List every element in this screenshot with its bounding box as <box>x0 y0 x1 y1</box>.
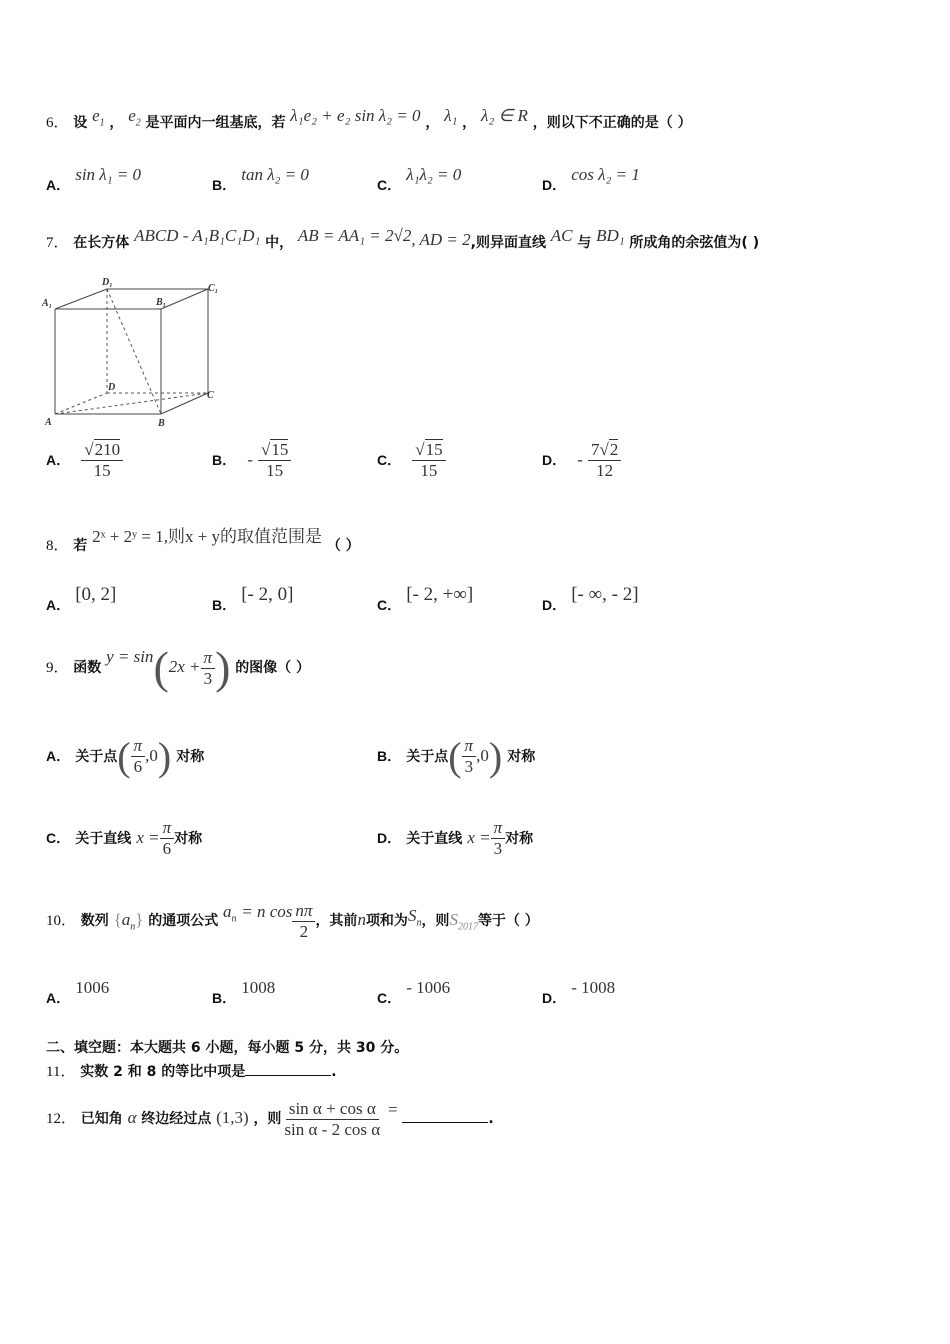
q7-number: 7． <box>46 235 69 251</box>
q8-option-d[interactable] <box>542 584 639 613</box>
question-7 <box>46 226 760 253</box>
edge-a1d1 <box>55 289 107 309</box>
q9-text-1: 函数 <box>73 660 102 676</box>
q7-option-c[interactable] <box>377 440 446 481</box>
question-10: 10． 数列 $\{a_n\}$ 的通项公式 $a_n = n$ cos $\frac{n\pi}{2}$ ，其前n项和为$S_n$，则$S_{2017}$等于（ ） <box>46 900 539 941</box>
q10-option-d[interactable] <box>542 978 616 1006</box>
q10-option-a[interactable] <box>46 978 110 1006</box>
q8-option-a[interactable] <box>46 584 117 613</box>
q9-fraction: $\frac{\pi}{3}$ <box>201 648 216 689</box>
label-c1: C₁ <box>208 283 219 294</box>
option-label: A． <box>46 452 71 468</box>
option-label: B． <box>212 177 237 193</box>
option-label: B． <box>212 990 237 1006</box>
option-label: A． <box>46 748 71 764</box>
option-lhs: x = <box>136 828 160 847</box>
label-a1: A₁ <box>42 298 53 309</box>
option-after: 对称 <box>174 831 203 847</box>
label-a: A <box>45 417 52 428</box>
option-fraction: $\frac{7√2}{12}$ <box>588 440 621 481</box>
q10-fraction: $\frac{n\pi}{2}$ <box>292 901 315 942</box>
label-b: B <box>158 418 165 429</box>
q7-line-bd1: BD₁ <box>596 226 625 245</box>
option-label: D． <box>542 452 567 468</box>
option-label: D． <box>542 177 567 193</box>
q12-fraction: $\frac{\text{sin α + cos α}}{\text{sin α - 2 cos α}}$ <box>284 1098 381 1139</box>
option-fraction: $\frac{√15}{15}$ <box>258 440 291 481</box>
q6-lambda2: λ₂ ∈ R <box>480 106 528 125</box>
section-heading: 二、填空题：本大题共 6 小题，每小题 5 分，共 30 分。 <box>46 1040 409 1056</box>
q9-option-c[interactable] <box>46 818 202 859</box>
option-label: B． <box>212 597 237 613</box>
q9-option-a[interactable]: A． 关于点( $\frac{\pi}{6}$ ,0) 对称 <box>46 734 205 779</box>
q7-condition-2: , AD = 2 <box>411 230 471 249</box>
q8-option-c[interactable] <box>377 584 474 613</box>
option-expr: [- 2, 0] <box>241 584 294 605</box>
option-expr: 1006 <box>75 978 110 997</box>
option-after: 对称 <box>505 831 534 847</box>
q10-option-c[interactable] <box>377 978 451 1006</box>
q12-number: 12． <box>46 1111 77 1127</box>
option-expr: 1008 <box>241 978 276 997</box>
option-fraction: $\frac{√15}{15}$ <box>412 440 445 481</box>
q10-sn: $S_n$ <box>407 906 422 929</box>
question-8 <box>46 527 360 556</box>
q6-text-3: 是平面内一组基底，若 <box>145 115 286 131</box>
option-expr: cos λ₂ = 1 <box>571 165 640 184</box>
q6-text-5: ， <box>462 115 477 131</box>
q6-lambda1: λ₁ <box>444 106 458 125</box>
option-expr: [- ∞, - 2] <box>571 584 639 605</box>
q6-e1: $e_1$ <box>92 106 105 129</box>
option-label: A． <box>46 177 71 193</box>
option-after: 对称 <box>176 749 205 765</box>
q10-eq: = n cos <box>241 902 293 921</box>
q10-text-5: ，则 <box>421 913 450 929</box>
q6-e2: $e_2$ <box>128 106 141 129</box>
q10-text-1: 数列 <box>80 913 109 929</box>
q7-text-5: 所成角的余弦值为( ) <box>629 235 760 251</box>
option-expr: [0, 2] <box>75 584 117 605</box>
q11-text-1: 实数 2 和 8 的等比中项是 <box>80 1064 246 1080</box>
q12-text-2: 终边经过点 <box>141 1111 212 1127</box>
option-label: A． <box>46 597 71 613</box>
option-expr: tan λ₂ = 0 <box>241 165 309 184</box>
q9-lhs: y = sin <box>106 647 154 666</box>
option-text: 关于点 <box>75 749 118 765</box>
q9-arg: 2x + <box>168 657 201 676</box>
option-text: 关于直线 <box>406 831 463 847</box>
option-expr: λ₁λ₂ = 0 <box>406 165 462 184</box>
option-label: C． <box>46 830 71 846</box>
q9-option-d[interactable] <box>377 818 533 859</box>
q8-condition: 2ˣ + 2ʸ = 1,则x + y的取值范围是 <box>92 527 323 546</box>
option-expr: sin λ₁ = 0 <box>75 165 142 184</box>
option-sign: - <box>247 450 253 469</box>
option-fraction: $\frac{\pi}{6}$ <box>131 736 146 777</box>
label-c: C <box>207 390 214 401</box>
option-fraction: $\frac{√210}{15}$ <box>81 440 123 481</box>
option-lhs: x = <box>467 828 491 847</box>
q8-number: 8． <box>46 538 69 554</box>
q7-text-4: 与 <box>577 235 592 251</box>
q9-option-b[interactable]: B． 关于点( $\frac{\pi}{3}$ ,0) 对称 <box>377 734 536 779</box>
q10-option-b[interactable] <box>212 978 276 1006</box>
q9-text-2: 的图像（ ） <box>235 660 311 676</box>
q10-text-2: 的通项公式 <box>148 913 219 929</box>
q10-text-3: ，其前 <box>315 913 358 929</box>
q12-alpha: α <box>127 1108 137 1127</box>
option-label: C． <box>377 452 402 468</box>
label-d: D <box>108 382 116 393</box>
option-label: B． <box>377 748 402 764</box>
option-text: 关于直线 <box>75 831 132 847</box>
option-text: 关于点 <box>406 749 449 765</box>
q10-s2017: $S_{2017}$ <box>449 910 478 933</box>
answer-blank[interactable] <box>245 1061 331 1076</box>
edge-bc <box>161 393 208 414</box>
q9-number: 9． <box>46 660 69 676</box>
q6-option-d[interactable] <box>542 165 640 193</box>
option-expr: [- 2, +∞] <box>406 584 474 605</box>
option-expr: - 1008 <box>571 978 616 997</box>
option-label: D． <box>542 990 567 1006</box>
option-expr: - 1006 <box>406 978 451 997</box>
q12-text-1: 已知角 <box>80 1111 123 1127</box>
option-label: D． <box>377 830 402 846</box>
cuboid-figure <box>40 272 230 432</box>
q10-number: 10． <box>46 913 77 929</box>
question-9: 9． 函数 y = sin(2x + $\frac{\pi}{3}$ ) 的图像（ ） <box>46 642 311 693</box>
q7-cuboid: ABCD - A₁B₁C₁D₁ <box>134 226 261 245</box>
q7-line-ac: AC <box>550 226 573 245</box>
q11-number: 11． <box>46 1064 76 1080</box>
q6-text-1: 设 <box>73 115 88 131</box>
option-sign: - <box>577 450 583 469</box>
q6-text-6: ，则以下不正确的是（ ） <box>532 115 692 131</box>
answer-blank[interactable] <box>402 1108 488 1123</box>
q12-text-3: ，则 <box>253 1111 282 1127</box>
label-b1: B₁ <box>156 297 167 308</box>
q10-n: n <box>357 910 366 929</box>
q12-text-4: . <box>488 1111 494 1127</box>
q6-text-4: ， <box>425 115 440 131</box>
edge-b1c1 <box>161 289 208 309</box>
q7-text-1: 在长方体 <box>73 235 130 251</box>
q6-option-a[interactable] <box>46 165 142 193</box>
label-d1: D₁ <box>102 277 113 288</box>
q7-option-a[interactable] <box>46 440 123 481</box>
q7-option-d[interactable] <box>542 440 621 481</box>
q6-option-c[interactable] <box>377 165 462 193</box>
option-fraction: $\frac{\pi}{6}$ <box>160 818 175 859</box>
q8-text-2: （ ） <box>326 538 360 554</box>
option-label: C． <box>377 597 402 613</box>
q11-text-2: . <box>331 1064 337 1080</box>
option-label: C． <box>377 990 402 1006</box>
q7-text-2: 中， <box>265 235 294 251</box>
option-label: B． <box>212 452 237 468</box>
q12-point: (1,3) <box>216 1108 249 1127</box>
question-6 <box>46 106 692 139</box>
question-12 <box>46 1094 494 1143</box>
q6-condition: λ₁e₂ + e₂ sin λ₂ = 0 <box>290 106 421 125</box>
q6-text-2: ， <box>109 115 124 131</box>
q6-option-b[interactable] <box>212 165 309 193</box>
q10-text-4: 项和为 <box>365 913 408 929</box>
q12-eq: = <box>387 1100 398 1119</box>
q7-condition-1: AB = AA₁ = 2√2 <box>297 226 412 245</box>
option-after: 对称 <box>507 749 536 765</box>
option-label: D． <box>542 597 567 613</box>
question-11 <box>46 1061 337 1082</box>
option-label: A． <box>46 990 71 1006</box>
diagonal-bd1 <box>107 289 161 414</box>
q7-option-b[interactable] <box>212 440 291 481</box>
q7-text-3: ,则异面直线 <box>470 235 546 251</box>
q8-option-b[interactable] <box>212 584 294 613</box>
q6-number: 6． <box>46 115 69 131</box>
q10-seq: $a_n$ <box>121 910 136 933</box>
q8-text-1: 若 <box>73 538 88 554</box>
q10-text-6: 等于（ ） <box>477 913 539 929</box>
option-fraction: $\frac{\pi}{3}$ <box>491 818 506 859</box>
option-label: C． <box>377 177 402 193</box>
q10-an: $a_n$ <box>222 902 237 925</box>
option-fraction: $\frac{\pi}{3}$ <box>462 736 477 777</box>
